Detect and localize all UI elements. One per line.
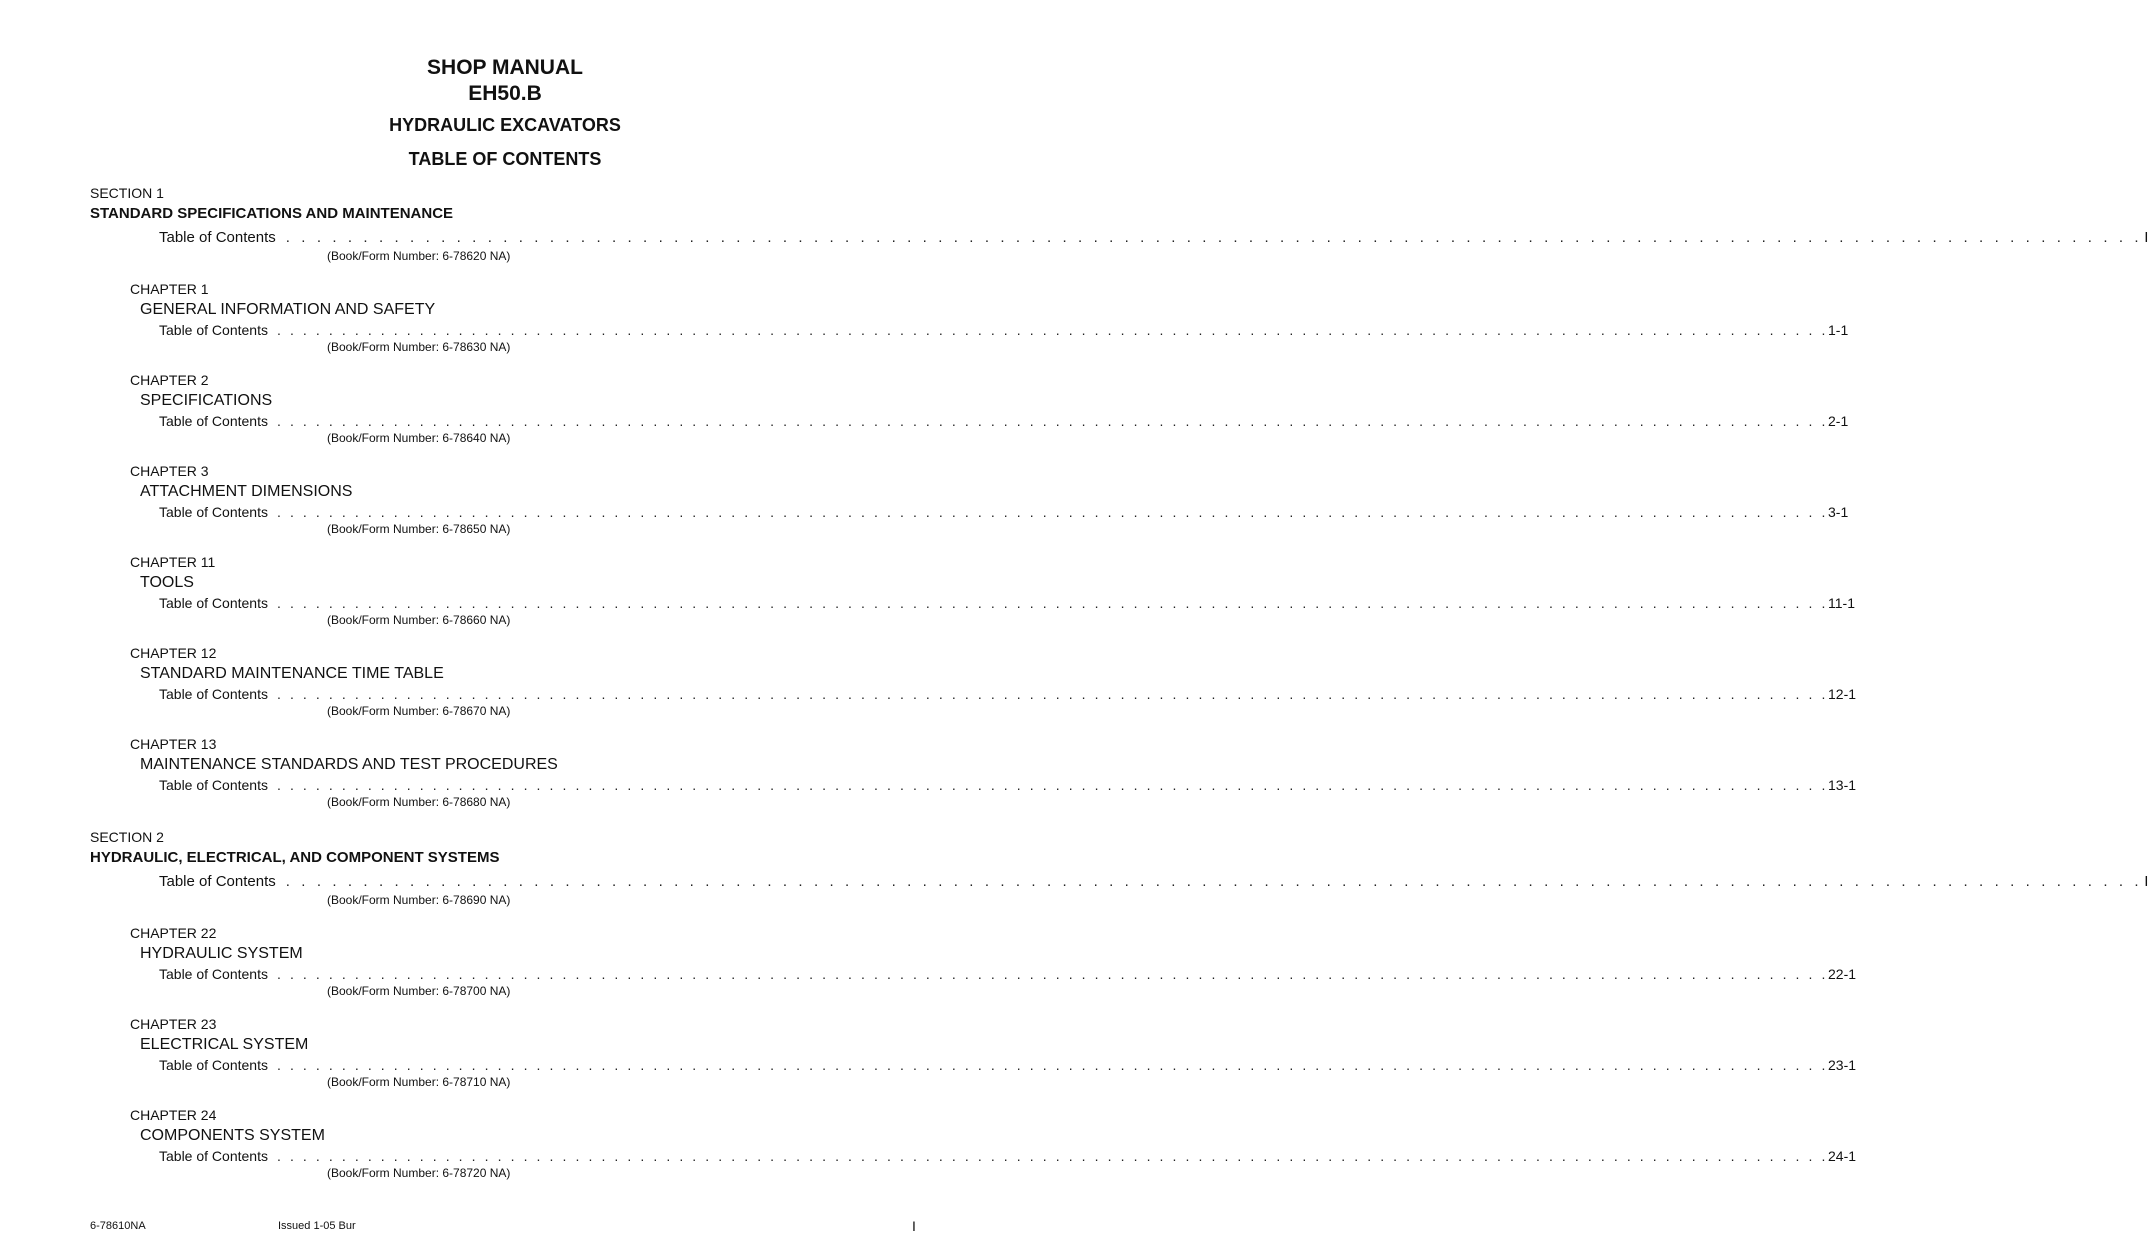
chapter-toc-entry[interactable]	[159, 1147, 1857, 1165]
chapter-title: STANDARD MAINTENANCE TIME TABLE	[140, 665, 444, 682]
chapter-toc-page-number: 12-1	[1828, 686, 1857, 702]
chapter-toc-entry[interactable]	[159, 1056, 1857, 1074]
book-form-number: (Book/Form Number: 6-78620 NA)	[327, 249, 511, 263]
table-of-contents	[90, 184, 2148, 1181]
chapter-toc-entry[interactable]	[159, 503, 1849, 521]
section-label: SECTION 1	[90, 185, 164, 201]
section-block	[90, 828, 2148, 1181]
book-form-number: (Book/Form Number: 6-78690 NA)	[327, 893, 511, 907]
section-title: HYDRAULIC, ELECTRICAL, AND COMPONENT SYSTEMS	[90, 849, 500, 866]
chapter-block	[130, 371, 1849, 446]
book-form-number: (Book/Form Number: 6-78650 NA)	[327, 522, 511, 536]
chapter-title: COMPONENTS SYSTEM	[140, 1127, 325, 1144]
dot-leader: . . . . . . . . . . . . . . . . . . . . . . . . . . . . . . . . . . . . . . . . . . . . . . . . . . . . . . . . . . . . . . . . . . . . . . . . . . . . . . . . . . . . . . . . . . . . . . . . . . . . . . . . . . . . . . . . . . . . . . . .	[276, 413, 1828, 429]
chapter-title: ELECTRICAL SYSTEM	[140, 1036, 309, 1053]
chapter-toc-entry[interactable]	[159, 965, 1857, 983]
section-toc-entry[interactable]	[159, 228, 2148, 248]
chapter-toc-label: Table of Contents	[159, 322, 268, 338]
chapter-toc-page-number: 24-1	[1828, 1148, 1857, 1164]
chapter-title: GENERAL INFORMATION AND SAFETY	[140, 301, 436, 318]
chapter-label: CHAPTER 24	[130, 1107, 217, 1123]
dot-leader: . . . . . . . . . . . . . . . . . . . . . . . . . . . . . . . . . . . . . . . . . . . . . . . . . . . . . . . . . . . . . . . . . . . . . . . . . . . . . . . . . . . . . . . . . . . . . . . . . . . . . . . . . . . . . . . . . . . . . . . .	[276, 595, 1828, 611]
chapter-toc-label: Table of Contents	[159, 966, 268, 982]
chapter-label: CHAPTER 11	[130, 554, 216, 570]
section-toc-entry[interactable]	[159, 872, 2148, 892]
chapter-toc-page-number: 1-1	[1828, 322, 1849, 338]
chapter-toc-entry[interactable]	[159, 776, 1857, 794]
contents-heading: TABLE OF CONTENTS	[408, 149, 602, 169]
dot-leader: . . . . . . . . . . . . . . . . . . . . . . . . . . . . . . . . . . . . . . . . . . . . . . . . . . . . . . . . . . . . . . . . . . . . . . . . . . . . . . . . . . . . . . . . . . . . . . . . . . . . . . . . . . . . . . . . . . . . . . . .	[276, 322, 1828, 338]
section-toc-label: Table of Contents	[159, 229, 276, 246]
chapter-label: CHAPTER 3	[130, 463, 209, 479]
chapter-toc-entry[interactable]	[159, 685, 1857, 703]
dot-leader: . . . . . . . . . . . . . . . . . . . . . . . . . . . . . . . . . . . . . . . . . . . . . . . . . . . . . . . . . . . . . . . . . . . . . . . . . . . . . . . . . . . . . . . . . . . . . . . . . . . . . . . . . . . . . . . . . . . . . . . .	[276, 777, 1828, 793]
book-form-number: (Book/Form Number: 6-78710 NA)	[327, 1075, 511, 1089]
book-form-number: (Book/Form Number: 6-78660 NA)	[327, 613, 511, 627]
title-block	[0, 55, 1010, 170]
section-block	[90, 184, 2148, 810]
book-form-number: (Book/Form Number: 6-78670 NA)	[327, 704, 511, 718]
chapter-label: CHAPTER 13	[130, 736, 217, 752]
chapter-toc-label: Table of Contents	[159, 1148, 268, 1164]
chapter-toc-entry[interactable]	[159, 594, 1855, 612]
book-form-number: (Book/Form Number: 6-78630 NA)	[327, 340, 511, 354]
chapter-block	[130, 280, 1849, 355]
dot-leader: . . . . . . . . . . . . . . . . . . . . . . . . . . . . . . . . . . . . . . . . . . . . . . . . . . . . . . . . . . . . . . . . . . . . . . . . . . . . . . . . . . . . . . . . . . . . . . . . . . . . . . . . . . . . . . . . . . . . . . . .	[276, 1148, 1828, 1164]
chapter-toc-page-number: 2-1	[1828, 413, 1849, 429]
book-form-number: (Book/Form Number: 6-78680 NA)	[327, 795, 511, 809]
chapter-block	[130, 644, 1857, 719]
chapter-label: CHAPTER 22	[130, 925, 217, 941]
dot-leader: . . . . . . . . . . . . . . . . . . . . . . . . . . . . . . . . . . . . . . . . . . . . . . . . . . . . . . . . . . . . . . . . . . . . . . . . . . . . . . . . . . . . . . . . . . . . . . . . . . . . . . . . . . . . . . . . . . . . . . . .	[285, 229, 2143, 246]
chapter-block	[130, 1015, 1857, 1090]
footer-form-number: 6-78610NA	[90, 1220, 146, 1232]
section-label: SECTION 2	[90, 829, 164, 845]
chapter-toc-page-number: 23-1	[1828, 1057, 1857, 1073]
manual-subtitle: HYDRAULIC EXCAVATORS	[389, 115, 621, 135]
book-form-number: (Book/Form Number: 6-78700 NA)	[327, 984, 511, 998]
section-title: STANDARD SPECIFICATIONS AND MAINTENANCE	[90, 205, 454, 222]
chapter-block	[130, 924, 1857, 999]
chapter-toc-label: Table of Contents	[159, 1057, 268, 1073]
chapter-toc-label: Table of Contents	[159, 595, 268, 611]
book-form-number: (Book/Form Number: 6-78720 NA)	[327, 1166, 511, 1180]
chapter-title: ATTACHMENT DIMENSIONS	[140, 483, 353, 500]
section-toc-page-number: I	[2144, 873, 2148, 890]
chapter-label: CHAPTER 12	[130, 645, 217, 661]
dot-leader: . . . . . . . . . . . . . . . . . . . . . . . . . . . . . . . . . . . . . . . . . . . . . . . . . . . . . . . . . . . . . . . . . . . . . . . . . . . . . . . . . . . . . . . . . . . . . . . . . . . . . . . . . . . . . . . . . . . . . . . .	[276, 504, 1828, 520]
chapter-toc-label: Table of Contents	[159, 777, 268, 793]
chapter-block	[130, 553, 1855, 628]
chapter-block	[130, 1106, 1857, 1181]
chapter-title: TOOLS	[140, 574, 194, 591]
model-name: EH50.B	[468, 82, 542, 105]
chapter-toc-entry[interactable]	[159, 412, 1849, 430]
chapter-label: CHAPTER 23	[130, 1016, 217, 1032]
chapter-label: CHAPTER 2	[130, 372, 209, 388]
section-toc-page-number: I	[2144, 229, 2148, 246]
chapter-title: SPECIFICATIONS	[140, 392, 273, 409]
chapter-label: CHAPTER 1	[130, 281, 209, 297]
chapter-toc-page-number: 11-1	[1828, 595, 1855, 611]
dot-leader: . . . . . . . . . . . . . . . . . . . . . . . . . . . . . . . . . . . . . . . . . . . . . . . . . . . . . . . . . . . . . . . . . . . . . . . . . . . . . . . . . . . . . . . . . . . . . . . . . . . . . . . . . . . . . . . . . . . . . . . .	[276, 1057, 1828, 1073]
chapter-toc-label: Table of Contents	[159, 413, 268, 429]
dot-leader: . . . . . . . . . . . . . . . . . . . . . . . . . . . . . . . . . . . . . . . . . . . . . . . . . . . . . . . . . . . . . . . . . . . . . . . . . . . . . . . . . . . . . . . . . . . . . . . . . . . . . . . . . . . . . . . . . . . . . . . .	[276, 966, 1828, 982]
chapter-title: MAINTENANCE STANDARDS AND TEST PROCEDURES	[140, 756, 558, 773]
chapter-toc-label: Table of Contents	[159, 504, 268, 520]
footer-issued: Issued 1-05 Bur	[278, 1220, 356, 1232]
chapter-block	[130, 462, 1849, 537]
chapter-block	[130, 735, 1857, 810]
section-toc-label: Table of Contents	[159, 873, 276, 890]
dot-leader: . . . . . . . . . . . . . . . . . . . . . . . . . . . . . . . . . . . . . . . . . . . . . . . . . . . . . . . . . . . . . . . . . . . . . . . . . . . . . . . . . . . . . . . . . . . . . . . . . . . . . . . . . . . . . . . . . . . . . . . .	[276, 686, 1828, 702]
chapter-title: HYDRAULIC SYSTEM	[140, 945, 303, 962]
footer-page-number: I	[912, 1218, 916, 1234]
book-form-number: (Book/Form Number: 6-78640 NA)	[327, 431, 511, 445]
dot-leader: . . . . . . . . . . . . . . . . . . . . . . . . . . . . . . . . . . . . . . . . . . . . . . . . . . . . . . . . . . . . . . . . . . . . . . . . . . . . . . . . . . . . . . . . . . . . . . . . . . . . . . . . . . . . . . . . . . . . . . . .	[285, 873, 2143, 890]
chapter-toc-entry[interactable]	[159, 321, 1849, 339]
manual-title: SHOP MANUAL	[427, 56, 583, 79]
chapter-toc-label: Table of Contents	[159, 686, 268, 702]
chapter-toc-page-number: 3-1	[1828, 504, 1849, 520]
chapter-toc-page-number: 22-1	[1828, 966, 1857, 982]
chapter-toc-page-number: 13-1	[1828, 777, 1857, 793]
